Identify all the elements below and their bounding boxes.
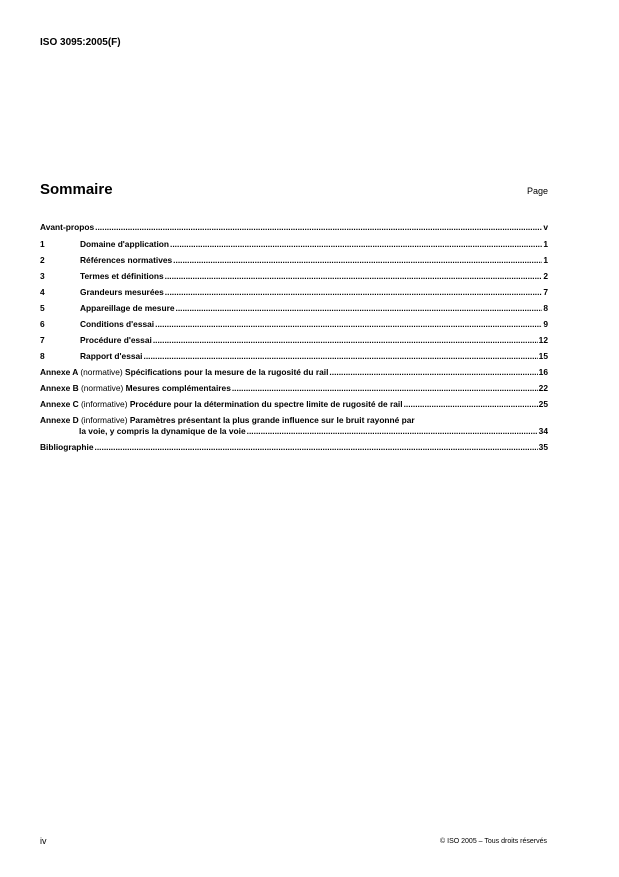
toc-entry-4[interactable]: [40, 287, 548, 298]
toc-annex-c[interactable]: [40, 399, 548, 410]
toc-entry-1[interactable]: [40, 239, 548, 250]
toc-entry-page: 12: [538, 335, 548, 345]
toc-leader-dots: [232, 383, 538, 394]
toc-annex-b[interactable]: [40, 383, 548, 394]
toc-page-label: Page: [526, 186, 548, 196]
toc-leader-dots: [329, 367, 537, 378]
toc-leader-dots: [176, 303, 543, 314]
toc-annex-name: Annexe B: [40, 383, 79, 393]
toc-entry-page: 8: [543, 303, 548, 313]
toc-leader-dots: [247, 426, 538, 437]
toc-leader-dots: [153, 335, 538, 346]
toc-annex-a[interactable]: [40, 367, 548, 378]
toc-annex-label: [40, 383, 231, 394]
toc-leader-dots: [144, 351, 538, 362]
toc-entry-number: 5: [40, 303, 45, 313]
toc-entry-title: Grandeurs mesurées: [80, 287, 164, 297]
toc-entry-number: 8: [40, 351, 45, 361]
toc-entry-title: Domaine d'application: [80, 239, 170, 249]
toc-entry-number: 3: [40, 271, 45, 281]
toc-annex-kind: (informative): [80, 415, 128, 425]
toc-leader-dots: [155, 319, 542, 330]
toc-leader-dots: [170, 239, 542, 250]
toc-entry-page: 1: [543, 255, 548, 265]
toc-entry-number: 1: [40, 239, 45, 249]
toc-annex-d[interactable]: [40, 415, 548, 437]
toc-entry-title: Procédure d'essai: [80, 335, 152, 345]
toc-annex-kind: (normative): [80, 383, 124, 393]
toc-entry-page: v: [543, 222, 548, 232]
copyright-notice: © ISO 2005 – Tous droits réservés: [440, 838, 547, 845]
toc-annex-title: Procédure pour la détermination du spectre limite de rugosité de rail: [129, 399, 403, 409]
toc-leader-dots: [173, 255, 542, 266]
toc-entry-7[interactable]: [40, 335, 548, 346]
toc-entry-page: 35: [538, 442, 548, 452]
toc-entry-number: 7: [40, 335, 45, 345]
toc-annex-kind: (informative): [80, 399, 128, 409]
toc-annex-label: [40, 367, 328, 378]
toc-entry-page: 25: [538, 399, 548, 409]
toc-leader-dots: [165, 271, 543, 282]
document-id: ISO 3095:2005(F): [40, 37, 121, 48]
toc-leader-dots: [165, 287, 543, 298]
toc-entry-title: Avant-propos: [40, 222, 95, 232]
toc-annex-title: Paramètres présentant la plus grande influence sur le bruit rayonné par: [129, 415, 415, 425]
toc-entry-page: 2: [543, 271, 548, 281]
toc-entry-5[interactable]: [40, 303, 548, 314]
toc-leader-dots: [95, 442, 538, 453]
toc-annex-label: [40, 399, 403, 410]
toc-entry-number: 6: [40, 319, 45, 329]
toc-annex-name: Annexe C: [40, 399, 79, 409]
toc-annex-kind: (normative): [80, 367, 123, 377]
toc-annex-title: Spécifications pour la mesure de la rugosité du rail: [125, 367, 329, 377]
toc-entry-2[interactable]: [40, 255, 548, 266]
toc-entry-8[interactable]: [40, 351, 548, 362]
toc-entry-title: Références normatives: [80, 255, 173, 265]
toc-entry-title: Rapport d'essai: [80, 351, 143, 361]
toc-entry-page: 16: [538, 367, 548, 377]
toc-entry-3[interactable]: [40, 271, 548, 282]
toc-entry-page: 9: [543, 319, 548, 329]
toc-entry-number: 4: [40, 287, 45, 297]
page-number: iv: [40, 836, 47, 846]
toc-entry-page: 34: [538, 426, 548, 436]
table-of-contents: [40, 222, 548, 458]
toc-leader-dots: [404, 399, 538, 410]
toc-title: Sommaire: [40, 181, 113, 198]
toc-entry-title: Conditions d'essai: [80, 319, 155, 329]
toc-annex-title-continued: la voie, y compris la dynamique de la voie: [79, 426, 246, 436]
toc-entry-page: 1: [543, 239, 548, 249]
toc-annex-title: Mesures complémentaires: [125, 383, 231, 393]
toc-entry-page: 15: [538, 351, 548, 361]
toc-entry-6[interactable]: [40, 319, 548, 330]
toc-annex-name: Annexe A: [40, 367, 79, 377]
toc-entry-number: 2: [40, 255, 45, 265]
toc-entry-title: Appareillage de mesure: [80, 303, 175, 313]
toc-entry-title: Bibliographie: [40, 442, 94, 452]
toc-annex-line1: [40, 415, 548, 426]
toc-entry-page: 7: [543, 287, 548, 297]
toc-entry-avant-propos[interactable]: [40, 222, 548, 233]
toc-leader-dots: [95, 222, 542, 233]
toc-entry-page: 22: [538, 383, 548, 393]
toc-annex-line2: [40, 426, 548, 437]
toc-annex-name: Annexe D: [40, 415, 79, 425]
toc-entry-title: Termes et définitions: [80, 271, 164, 281]
toc-entry-bibliographie[interactable]: [40, 442, 548, 453]
toc-header: [40, 181, 548, 201]
